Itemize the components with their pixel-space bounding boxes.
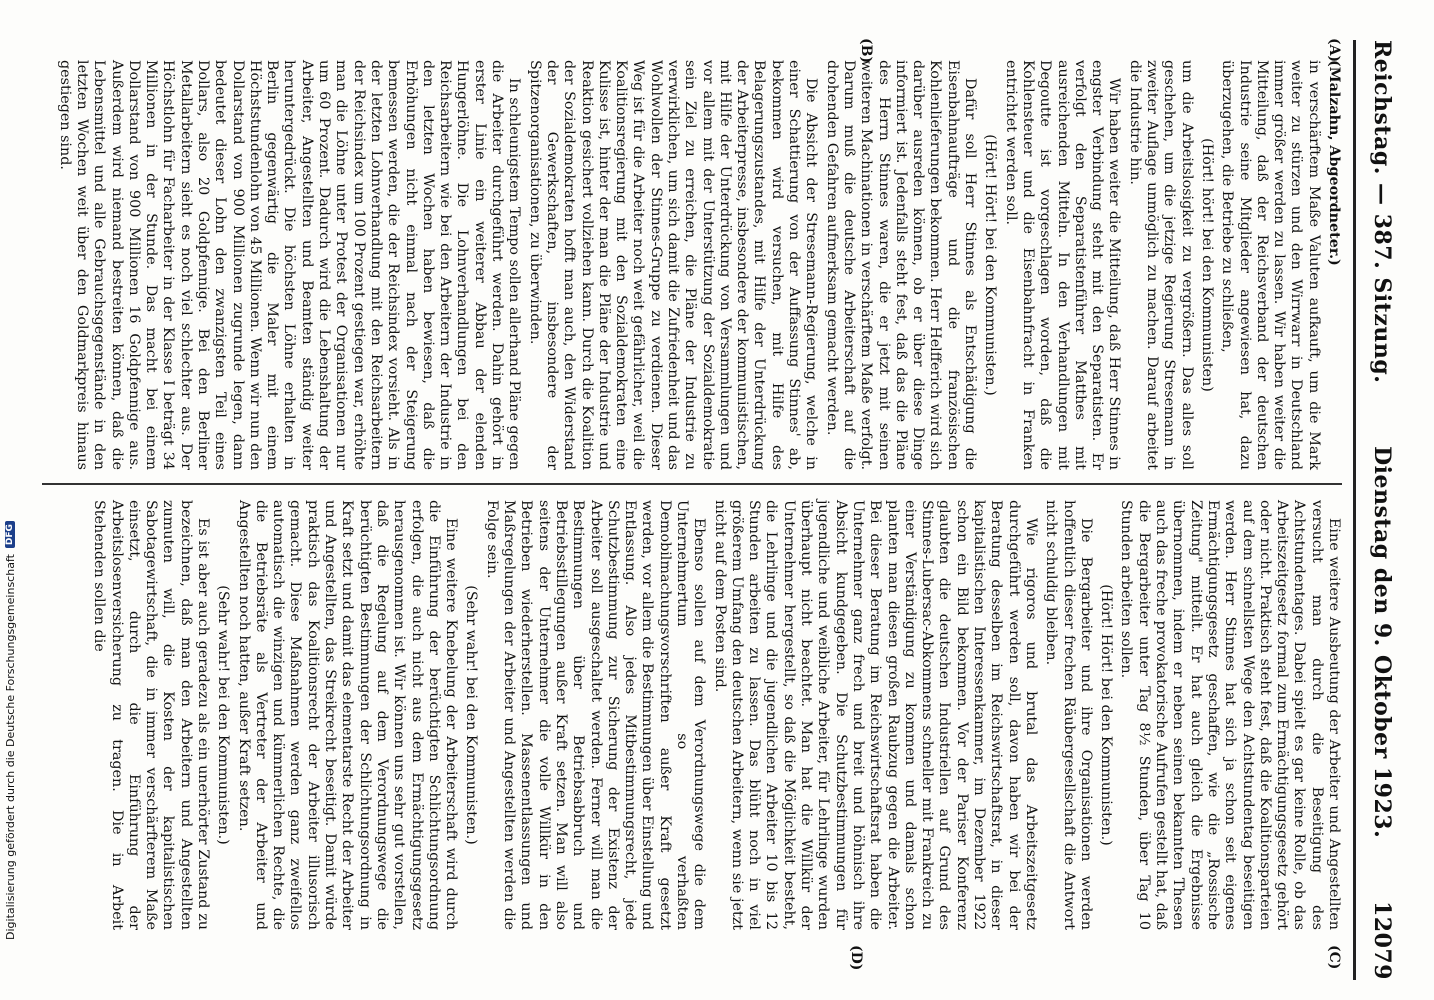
left-column-paragraph: In schleunigstem Tempo sollen allerhand Pläne gegen die Arbeiter durchgeführt werden. Dahin gehört in erster Linie ein weiterer Abbau der elenden Hungerlöhne. Die Lohnverhandlungen bei den Reichsarbeitern wie bei den Arbeitern der Industrie in den letzten Wochen haben bewiesen, daß die Erhöhungen nicht einmal nach der Steigerung bemessen werden, die der Reichsindex vorsieht. Als in der letzten Lohnverhandlung mit den Reichsarbeitern der Reichsindex um 100 Prozent gestiegen war, erhöhte man die Löhne unter Protest der Organisationen nur um 60 Prozent. Dadurch wird die Lebenshaltung der Arbeiter, Angestellten und Beamten ständig weiter heruntergedrückt. Die höchsten Löhne erhalten in Berlin gegenwärtig die Maler mit einem Höchststundenlohn von 45 Millionen. Wenn wir nun den Dollarstand von 900 Millionen zugrunde legen, dann bedeutet dieser Lohn den zwanzigsten Teil eines Dollars, also 20 Goldpfennige. Bei den Berliner Metallarbeitern sieht es noch viel schlechter aus. Der Höchstlohn für Facharbeiter in der Klasse I beträgt 34 Millionen in der Stunde. Das macht bei einem Dollarstand von 900 Millionen 16 Goldpfennige aus. Außerdem wird niemand bestreiten können, daß die Lebensmittel und alle Gebrauchsgegenstände in den letzten Wochen weit über den Goldmarkpreis hinaus gestiegen sind.	[56, 60, 523, 470]
right-column-paragraph: (Hört! Hört! bei den Kommunisten.)	[1098, 584, 1115, 846]
left-column-paragraph: (Malzahn, Abgeordneter.)	[1326, 60, 1342, 266]
right-column-paragraph: Eine weitere Ausbeutung der Arbeiter und Angestellten versucht man durch die Beseitigung des Achtstundentages. Dabei spielt es gar keine Rolle, ob das Arbeitszeitgesetz formal zum Ermächtigungsgesetz gehört oder nicht. Praktisch steht fest, daß die Koalitionsparteien auf dem schnellsten Wege den Achtstundentag beseitigen werden. Herr Stinnes hat sich ja schon seit eigenes Ermächtigungsgesetz geschaffen, wie die „Rossische Zeitung" mitteilt. Er hat auch gleich die Ergebnisse übernommen, indem er neben seinen bekannten Thesen auch das freche provokatorische Aufrufen gestellt hat, daß die Bergarbeiter unter Tag 8½ Stunden, über Tag 10 Stunden arbeiten sollen.	[1118, 500, 1342, 930]
digitization-credit	[3, 30, 17, 940]
page-header	[1360, 40, 1404, 980]
margin-marker-a: (A)	[1326, 38, 1342, 63]
left-column-paragraph: in verschärftem Maße Valuten aufkauft, um die Mark weiter zu stürzen und den Wirrwarr in Deutschland immer größer werden zu lassen. Wir haben weiter die Mitteilung, daß der Reichsverband der deutschen Industrie seine Mitglieder angewiesen hat, dazu überzugehen, die Betriebe zu schließen,	[1219, 60, 1322, 470]
page-number: 12079	[1369, 900, 1395, 980]
right-column-paragraph: Es ist aber auch geradezu als ein unerhörter Zustand zu bezeichnen, daß man den Arbeitern und Angestellten zumuten will, die Kosten der kapitalistischen Sabotagewirtschaft, die in immer verschärfterem Maße einsetzt, durch die Einführung der Arbeitslosenversicherung zu tragen. Die in Arbeit Stehenden sollen die	[91, 500, 211, 930]
column-divider	[42, 483, 1342, 485]
left-column-paragraph: Dafür soll Herr Stinnes als Entschädigung die Eisenbahnaufträge und die französischen Kohlenlieferungen bekommen. Herr Helfferich wird sich darüber ausreden können, ob er über diese Dinge informiert ist. Jedenfalls steht fest, daß das die Pläne des Herrn Stinnes waren, die er jetzt mit seinen weiteren Machinationen in verschärftem Maße verfolgt. Darum muß die deutsche Arbeiterschaft auf die drohenden Gefahren aufmerksam gemacht werden.	[823, 60, 979, 470]
left-column-paragraph: (Hört! Hört! bei den Kommunisten.)	[982, 134, 999, 396]
right-column	[87, 500, 1342, 930]
right-column-paragraph: (Sehr wahr! bei den Kommunisten.)	[463, 585, 480, 845]
margin-marker-d: (D)	[848, 945, 864, 971]
header-left: Reichstag. — 387. Sitzung.	[1369, 40, 1395, 384]
left-column-paragraph: Die Absicht der Stresemann-Regierung, welche in einer Schattierung von der Auffassung Stinnes' ab, bekommen wird versuchen, mit Hilfe des Belagerungszustandes, mit Hilfe der Unterdrückung der Arbeiterpresse, insbesondere der kommunistischen, mit Hilfe der Unterdrückung von Versammlungen und vor allem mit der Unterstützung der Sozialdemokratie sein Ziel zu erreichen, die Pläne der Industrie zu verwirklichen, um sich damit die Zufriedenheit und das Wohlwollen der Stinnes-Gruppe zu verdienen. Dieser Weg ist für die Arbeiter noch weit gefährlicher, weil die Koalitionsregierung mit den Sozialdemokraten eine Kulisse ist, hinter der man die Pläne der Industrie und Reaktion gesichert vollziehen kann. Durch die Koalition der Sozialdemokraten hofft man auch, den Widerstand der Gewerkschaften, insbesondere der Spitzenorganisationen, zu überwinden.	[526, 60, 820, 470]
right-column-paragraph: (Sehr wahr! bei den Kommunisten.)	[215, 585, 232, 845]
dfg-logo: DFG	[5, 521, 15, 548]
left-column-paragraph: um die Arbeitslosigkeit zu vergrößern. Das alles soll geschehen, um die jetzige Regierung Stresemann in zweiter Auflage unmöglich zu machen. Darauf arbeitet die Industrie hin.	[1126, 60, 1195, 470]
left-column	[52, 60, 1342, 470]
right-column-paragraph: Die Bergarbeiter und ihre Organisationen werden hoffentlich dieser frechen Räubergesellschaft die Antwort nicht schuldig bleiben.	[1043, 500, 1094, 930]
left-column-paragraph: Wir haben weiter die Mitteilung, daß Herr Stinnes in engster Verbindung steht mit den Separatisten. Er verfolgt den Separatistenführer Matthes mit ausreichenden Mitteln. In den Verhandlungen mit Degoutte ist vorgeschlagen worden, daß die Kohlensteuer und die Eisenbahnfracht in Franken entrichtet werden soll.	[1002, 60, 1123, 470]
right-column-paragraph: Eine weitere Knebelung der Arbeiterschaft wird durch die Einführung der berüchtigten Schlichtungsordnung erfolgen, die auch nicht aus dem Ermächtigungsgesetz herausgenommen ist. Wir können uns sehr gut vorstellen, daß die Regelung auf dem Verordnungswege die berüchtigten Bestimmungen der Schlichtungsordnung in Kraft setzt und damit das elementarste Recht der Arbeiter und Angestellten, das Streikrecht beseitigt. Damit würde praktisch das Koalitionsrecht der Arbeiter illusorisch gemacht. Diese Maßnahmen werden ganz zweifellos automatisch die winzigen und kümmerlichen Rechte, die die Betriebsräte als Vertreter der Arbeiter und Angestellten noch hatten, außer Kraft setzen.	[235, 500, 460, 930]
header-rule	[1353, 40, 1356, 980]
right-column-paragraph: Wie rigoros und brutal das Arbeitszeitgesetz durchgeführt werden soll, davon haben wir bei der Beratung desselben im Reichswirtschaftsrat, in dieser kapitalistischen Interessenkammer, im Dezember 1922 schon ein Bild bekommen. Vor der Pariser Konferenz glaubten die deutschen Industriellen auf Grund des Stinnes-Lubersac-Abkommens schneller mit Frankreich zu einer Verständigung zu kommen und damals schon planten man diesen großen Raubzug gegen die Arbeiter. Bei dieser Beratung im Reichswirtschaftsrat haben die Unternehmer ganz frech und breit und höhnisch ihre Absicht kundgegeben. Die Schutzbestimmungen für jugendliche und weibliche Arbeiter, für Lehrlinge wurden überhaupt nicht beachtet. Man hat die Willkür der Unternehmer hergestellt, so daß die Möglichkeit besteht, die Lehrlinge und die jugendlichen Arbeiter 10 bis 12 Stunden arbeiten zu lassen. Das blüht noch in viel größerem Umfang den deutschen Arbeitern, wenn sie jetzt nicht auf dem Posten sind.	[711, 500, 1039, 930]
margin-marker-b: (B)	[858, 38, 874, 64]
margin-marker-c: (C)	[1326, 945, 1342, 970]
header-date: Dienstag den 9. Oktober 1923.	[1369, 446, 1395, 839]
right-column-paragraph: Ebenso sollen auf dem Verordnungswege die dem Unternehmertum so verhaßten Demobilmachungsvorschriften außer Kraft gesetzt werden, vor allem die Bestimmungen über Einstellung und Entlassung. Also jedes Mitbestimmungsrecht, jede Schutzbestimmung zur Sicherung der Existenz der Arbeiter soll ausgeschaltet werden. Ferner will man die Bestimmungen über Betriebsabbruch und Betriebsstillegungen außer Kraft setzen. Man will also seitens der Unternehmer die volle Willkür in den Betrieben wiederherstellen. Massenentlassungen und Maßregelungen der Arbeiter und Angestellten werden die Folge sein.	[483, 500, 708, 930]
credit-text: Digitalisierung gefördert durch die Deutsche Forschungsgemeinschaft	[3, 554, 17, 940]
left-column-paragraph: (Hört! hört! bei den Kommunisten)	[1198, 138, 1215, 392]
